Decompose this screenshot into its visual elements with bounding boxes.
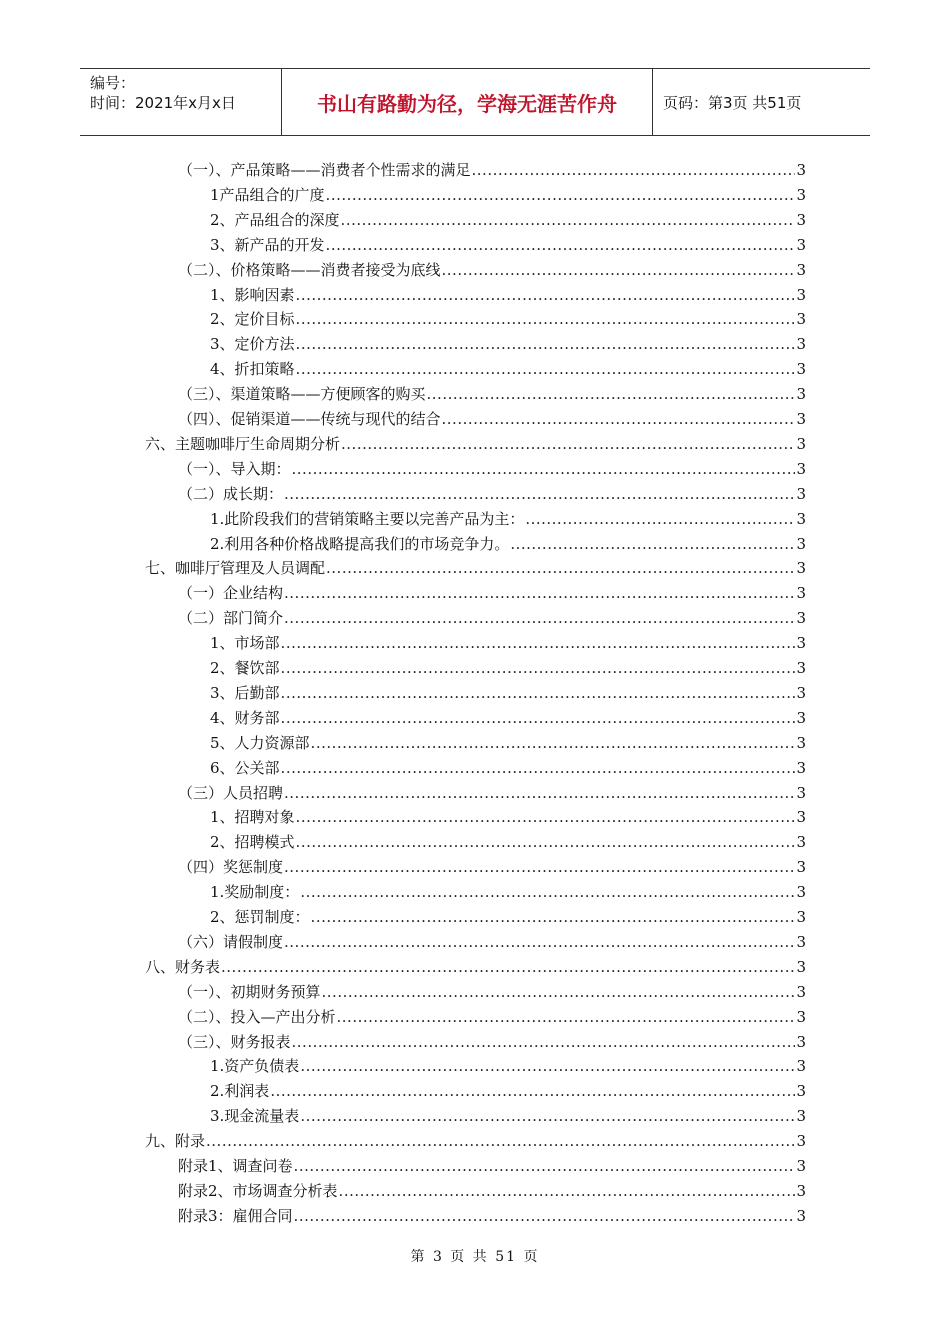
toc-entry[interactable] [210, 681, 806, 705]
toc-dot-leader [510, 532, 795, 556]
toc-entry-title: 4、折扣策略 [210, 360, 295, 379]
toc-entry[interactable] [210, 830, 806, 854]
toc-entry-page: 3 [796, 982, 806, 1001]
toc-dot-leader [341, 208, 796, 232]
toc-entry[interactable] [145, 955, 806, 979]
toc-entry[interactable] [210, 532, 806, 556]
toc-entry-title: 3.现金流量表 [210, 1107, 300, 1126]
toc-dot-leader [284, 855, 795, 879]
toc-entry-page: 3 [796, 932, 806, 951]
toc-entry-title: 1.资产负债表 [210, 1057, 300, 1076]
toc-entry-title: 2、餐饮部 [210, 659, 280, 677]
toc-dot-leader [296, 805, 796, 829]
toc-entry-title: （四）奖惩制度 [178, 858, 284, 877]
toc-dot-leader [326, 556, 795, 580]
toc-entry-title: （二）、投入—产出分析 [178, 1007, 336, 1026]
toc-entry-page: 3 [796, 708, 806, 727]
header-meta [80, 69, 281, 135]
toc-entry[interactable] [210, 183, 806, 207]
toc-entry[interactable] [178, 930, 806, 954]
toc-entry-page: 3 [796, 634, 806, 653]
toc-entry[interactable] [210, 631, 806, 655]
toc-entry-page: 3 [796, 285, 806, 304]
toc-entry-title: 附录1、调查问卷 [178, 1157, 293, 1175]
toc-entry-page: 3 [796, 161, 806, 179]
toc-entry[interactable] [178, 482, 806, 506]
toc-dot-leader [294, 1204, 796, 1228]
toc-entry-page: 3 [796, 509, 806, 528]
toc-dot-leader [281, 631, 796, 655]
toc-entry-page: 3 [796, 584, 806, 603]
toc-entry-page: 3 [796, 883, 806, 902]
toc-entry-title: 八、财务表 [145, 957, 221, 976]
toc-dot-leader [296, 332, 796, 356]
toc-entry[interactable] [178, 1005, 806, 1029]
toc-entry[interactable] [210, 656, 806, 680]
toc-entry-title: 6、公关部 [210, 758, 280, 777]
toc-entry[interactable] [178, 781, 806, 805]
toc-entry[interactable] [210, 880, 806, 904]
toc-entry[interactable] [178, 1030, 806, 1054]
toc-dot-leader [221, 955, 795, 979]
toc-dot-leader [284, 781, 795, 805]
toc-dot-leader [284, 606, 795, 630]
toc-entry[interactable] [178, 258, 806, 282]
toc-entry[interactable] [210, 805, 806, 829]
toc-entry[interactable] [210, 357, 806, 381]
toc-entry[interactable] [210, 1054, 806, 1078]
toc-entry[interactable] [178, 407, 806, 431]
toc-entry-page: 3 [796, 1057, 806, 1076]
toc-dot-leader [442, 407, 796, 431]
toc-entry-page: 3 [796, 260, 806, 279]
toc-entry-title: 七、咖啡厅管理及人员调配 [145, 559, 326, 578]
toc-entry-title: （二）成长期： [178, 484, 284, 503]
toc-entry-title: （一）企业结构 [178, 584, 284, 603]
toc-entry-title: 3、后勤部 [210, 683, 280, 702]
toc-entry-page: 3 [796, 235, 806, 254]
toc-entry-title: 附录3：雇佣合同 [178, 1206, 293, 1225]
toc-entry-title: （三）、渠道策略——方便顾客的购买 [178, 385, 426, 404]
toc-dot-leader [281, 656, 796, 680]
toc-dot-leader [326, 183, 796, 207]
toc-entry[interactable] [210, 332, 806, 356]
toc-dot-leader [206, 1129, 795, 1153]
toc-dot-leader [296, 307, 796, 331]
toc-entry-page: 3 [796, 609, 806, 628]
toc-entry-title: 3、新产品的开发 [210, 235, 325, 254]
toc-dot-leader [300, 1104, 795, 1128]
toc-entry[interactable] [178, 1179, 806, 1203]
toc-entry-title: （六）请假制度 [178, 932, 284, 951]
toc-dot-leader [300, 1054, 795, 1078]
toc-dot-leader [284, 581, 795, 605]
header-number-label: 编号： [90, 74, 136, 92]
toc-entry-page: 3 [796, 434, 806, 453]
toc-dot-leader [296, 283, 796, 307]
toc-entry-page: 3 [796, 310, 806, 329]
toc-entry-title: 2、产品组合的深度 [210, 210, 340, 229]
toc-dot-leader [292, 457, 796, 481]
toc-entry-title: （三）、财务报表 [178, 1032, 291, 1051]
toc-entry-title: 4、财务部 [210, 708, 280, 727]
toc-entry-title: （二）部门简介 [178, 609, 284, 628]
toc-entry[interactable] [210, 507, 806, 531]
toc-entry[interactable] [178, 158, 806, 182]
toc-dot-leader [326, 233, 796, 257]
toc-entry-page: 3 [796, 1206, 806, 1225]
header-page-info: 页码：第3页 共51页 [663, 93, 802, 112]
page-footer: 第 3 页 共 51 页 [410, 1249, 540, 1265]
toc-entry[interactable] [210, 1104, 806, 1128]
toc-entry-page: 3 [796, 1157, 806, 1175]
toc-dot-leader [337, 1005, 796, 1029]
toc-dot-leader [294, 1154, 796, 1178]
toc-entry-page: 3 [796, 1032, 806, 1051]
toc-entry-page: 3 [796, 484, 806, 503]
toc-entry-title: （一）、初期财务预算 [178, 982, 321, 1001]
toc-entry[interactable] [178, 855, 806, 879]
toc-dot-leader [341, 432, 795, 456]
toc-entry-page: 3 [796, 683, 806, 702]
toc-dot-leader [311, 905, 796, 929]
toc-entry-page: 3 [796, 559, 806, 578]
toc-entry[interactable] [210, 756, 806, 780]
toc-dot-leader [311, 731, 796, 755]
toc-entry-page: 3 [796, 1132, 806, 1151]
toc-entry[interactable] [210, 706, 806, 730]
toc-entry-title: 2、惩罚制度： [210, 908, 310, 926]
toc-entry-title: 1.奖励制度： [210, 883, 300, 902]
toc-entry-title: （二）、价格策略——消费者接受为底线 [178, 260, 441, 279]
toc-entry[interactable] [210, 208, 806, 232]
toc-dot-leader [292, 1030, 796, 1054]
toc-entry-title: 1产品组合的广度 [210, 185, 325, 204]
toc-entry-page: 3 [796, 858, 806, 877]
toc-entry-title: 2.利用各种价格战略提高我们的市场竞争力。 [210, 534, 510, 553]
toc-entry-title: （三）人员招聘 [178, 783, 284, 802]
toc-entry-page: 3 [796, 808, 806, 827]
toc-entry-page: 3 [796, 534, 806, 553]
toc-entry-title: 1、招聘对象 [210, 808, 295, 827]
toc-entry-title: 九、附录 [145, 1132, 206, 1151]
toc-entry[interactable] [145, 1129, 806, 1153]
toc-entry-title: 1、市场部 [210, 634, 280, 653]
toc-entry-title: 1.此阶段我们的营销策略主要以完善产品为主： [210, 509, 525, 528]
toc-entry-page: 3 [796, 459, 806, 478]
toc-entry-title: 附录2、市场调查分析表 [178, 1181, 338, 1200]
toc-entry[interactable] [210, 905, 806, 929]
toc-entry[interactable] [145, 432, 806, 456]
toc-entry-page: 3 [796, 758, 806, 777]
page-header [80, 68, 870, 136]
toc-dot-leader [427, 382, 796, 406]
toc-dot-leader [281, 706, 796, 730]
toc-dot-leader [281, 756, 796, 780]
toc-entry[interactable] [178, 1204, 806, 1228]
toc-entry-title: 六、主题咖啡厅生命周期分析 [145, 434, 341, 453]
toc-dot-leader [525, 507, 795, 531]
header-time-label: 时间：2021年x月x日 [90, 94, 236, 112]
toc-entry-page: 3 [796, 185, 806, 204]
toc-entry[interactable] [178, 980, 806, 1004]
toc-entry-page: 3 [796, 733, 806, 752]
toc-entry[interactable] [178, 1154, 806, 1178]
toc-entry[interactable] [210, 307, 806, 331]
toc-dot-leader [472, 158, 796, 182]
toc-dot-leader [322, 980, 796, 1004]
toc-entry[interactable] [210, 731, 806, 755]
toc-dot-leader [281, 681, 796, 705]
toc-entry-page: 3 [796, 335, 806, 354]
toc-entry-title: （一）、导入期： [178, 459, 291, 478]
toc-dot-leader [339, 1179, 796, 1203]
toc-entry-page: 3 [796, 1082, 806, 1101]
toc-dot-leader [270, 1079, 795, 1103]
toc-entry-title: 2.利润表 [210, 1082, 270, 1101]
toc-entry[interactable] [178, 606, 806, 630]
toc-entry-page: 3 [796, 1107, 806, 1126]
toc-entry-page: 3 [796, 385, 806, 404]
toc-dot-leader [284, 930, 795, 954]
toc-dot-leader [284, 482, 795, 506]
toc-entry-title: 3、定价方法 [210, 335, 295, 354]
header-motto: 书山有路勤为径，学海无涯苦作舟 [281, 69, 653, 135]
toc-entry[interactable] [178, 581, 806, 605]
toc-entry-page: 3 [796, 1007, 806, 1026]
toc-entry-title: 2、定价目标 [210, 310, 295, 329]
toc-entry[interactable] [210, 1079, 806, 1103]
toc-entry-page: 3 [796, 210, 806, 229]
toc-entry-title: （四）、促销渠道——传统与现代的结合 [178, 410, 441, 428]
toc-dot-leader [300, 880, 795, 904]
toc-entry-title: 5、人力资源部 [210, 733, 310, 752]
toc-entry[interactable] [178, 382, 806, 406]
toc-entry-title: （一）、产品策略——消费者个性需求的满足 [178, 161, 471, 179]
toc-entry-page: 3 [796, 659, 806, 677]
toc-dot-leader [296, 830, 796, 854]
toc-entry-page: 3 [796, 783, 806, 802]
toc-entry-title: 2、招聘模式 [210, 833, 295, 852]
toc-entry-page: 3 [796, 957, 806, 976]
toc-dot-leader [442, 258, 796, 282]
toc-entry[interactable] [210, 233, 806, 257]
toc-entry-title: 1、影响因素 [210, 285, 295, 304]
toc-entry[interactable] [145, 556, 806, 580]
toc-entry-page: 3 [796, 833, 806, 852]
toc-entry[interactable] [178, 457, 806, 481]
toc-dot-leader [296, 357, 796, 381]
toc-entry-page: 3 [796, 360, 806, 379]
toc-entry-page: 3 [796, 1181, 806, 1200]
toc-entry-page: 3 [796, 410, 806, 428]
toc-entry[interactable] [210, 283, 806, 307]
toc-entry-page: 3 [796, 908, 806, 926]
